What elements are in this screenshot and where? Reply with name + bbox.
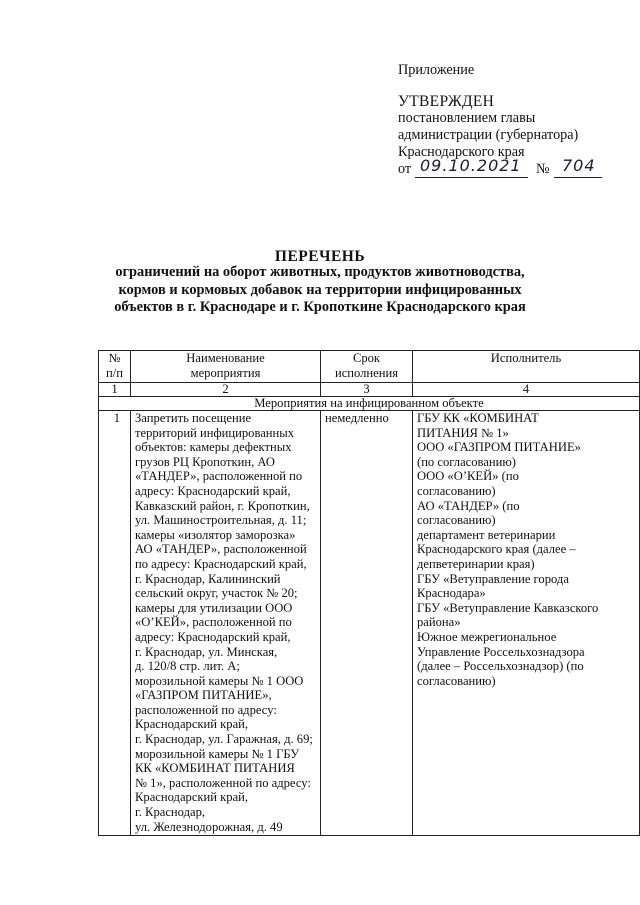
column-number: 2 [131,383,321,397]
subtitle-line: ограничений на оборот животных, продуктов животноводства, [115,264,525,280]
text-line: адресу: Краснодарский край, [135,629,291,644]
text-line: ПИТАНИЯ № 1» [417,425,509,440]
document-subtitle [0,264,640,317]
text-line: по адресу: Краснодарский край, [135,556,307,571]
subtitle-line: кормов и кормовых добавок на территории инфицированных [118,281,522,298]
text-line: департамент ветеринарии [417,527,556,542]
text-line: ул. Железнодорожная, д. 49 [135,819,283,834]
text-line: согласованию) [417,673,496,688]
column-numbers-row [99,383,640,397]
approval-line: администрации (губернатора) [398,127,579,143]
text-line: территорий инфицированных [135,425,295,440]
approved-label: УТВЕРЖДЕН [398,93,495,110]
term-cell: немедленно [321,411,413,836]
text-line: Краснодара» [417,586,486,601]
header-name: Наименование мероприятия [131,351,321,383]
table-header-row [99,351,640,383]
text-line: Управление Россельхознадзора [417,644,585,659]
approval-line: Краснодарского края [398,144,525,160]
text-line: согласованию) [417,483,496,498]
approval-line: постановлением главы [398,110,536,126]
number-underline [554,177,602,178]
text-line: расположенной по адресу: [135,702,277,717]
section-row [99,397,640,411]
section-title: Мероприятия на инфицированном объекте [99,397,640,411]
text-line: камеры для утилизации ООО [135,600,293,615]
text-line: Запретить посещение [135,411,252,425]
handwritten-number: 704 [562,156,596,175]
header-term: Срок исполнения [321,351,413,383]
column-number: 1 [99,383,131,397]
text-line: Краснодарский край, [135,790,249,805]
text-line: депветеринарии края) [417,556,535,571]
date-prefix: от [398,161,412,177]
text-line: объектов: камеры дефектных [135,440,292,455]
text-line: «О’КЕЙ», расположенной по [135,615,292,630]
text-line: ГБУ КК «КОМБИНАТ [417,411,539,425]
text-line: Южное межрегиональное [417,629,557,644]
text-line: ул. Машиностроительная, д. 11; [135,513,307,528]
handwritten-date: 09.10.2021 [420,156,522,175]
text-line: Краснодарский край, [135,717,249,732]
text-line: № 1», расположенной по адресу: [135,775,311,790]
text-line: г. Краснодар, [135,805,206,820]
text-line: Кавказский район, г. Кропоткин, [135,498,310,513]
text-line: района» [417,615,461,630]
text-line: «ТАНДЕР», расположенной по [135,469,303,484]
text-line: согласованию) [417,513,496,528]
measure-cell [131,411,321,836]
document-title: ПЕРЕЧЕНЬ [274,248,366,265]
text-line: ГБУ «Ветуправление города [417,571,569,586]
text-line: камеры «изолятор заморозка» [135,527,296,542]
table-row [99,411,640,836]
text-line: морозильной камеры № 1 ГБУ [135,746,300,761]
text-line: грузов РЦ Кропоткин, АО [135,454,275,469]
text-line: д. 120/8 стр. лит. А; [135,659,240,674]
measures-table [98,350,640,836]
text-line: ООО «ГАЗПРОМ ПИТАНИЕ» [417,440,581,455]
text-line: г. Краснодар, ул. Минская, [135,644,278,659]
subtitle-line: объектов в г. Краснодаре и г. Кропоткине Краснодарского края [114,299,526,316]
text-line: АО «ТАНДЕР», расположенной [135,542,307,557]
appendix-label: Приложение [398,62,475,78]
date-number-line [398,156,633,179]
row-number: 1 [99,411,131,836]
text-line: г. Краснодар, ул. Гаражная, д. 69; [135,732,313,747]
text-line: г. Краснодар, Калининский [135,571,281,586]
number-label: № [536,161,550,177]
approval-block [398,62,633,179]
column-number: 3 [321,383,413,397]
text-line: (по согласованию) [417,454,517,469]
text-line: Краснодарского края (далее – [417,542,576,557]
text-line: ООО «О’КЕЙ» (по [417,469,519,484]
text-line: КК «КОМБИНАТ ПИТАНИЯ [135,761,295,776]
text-line: (далее – Россельхознадзор) (по [417,659,584,674]
date-underline [415,177,528,178]
text-line: сельский округ, участок № 20; [135,586,298,601]
executor-cell [413,411,640,836]
column-number: 4 [413,383,640,397]
text-line: морозильной камеры № 1 ООО [135,673,304,688]
header-num: № п/п [99,351,131,383]
text-line: АО «ТАНДЕР» (по [417,498,520,513]
text-line: «ГАЗПРОМ ПИТАНИЕ», [135,688,272,703]
text-line: ГБУ «Ветуправление Кавказского [417,600,599,615]
text-line: адресу: Краснодарский край, [135,483,291,498]
header-executor: Исполнитель [413,351,640,383]
